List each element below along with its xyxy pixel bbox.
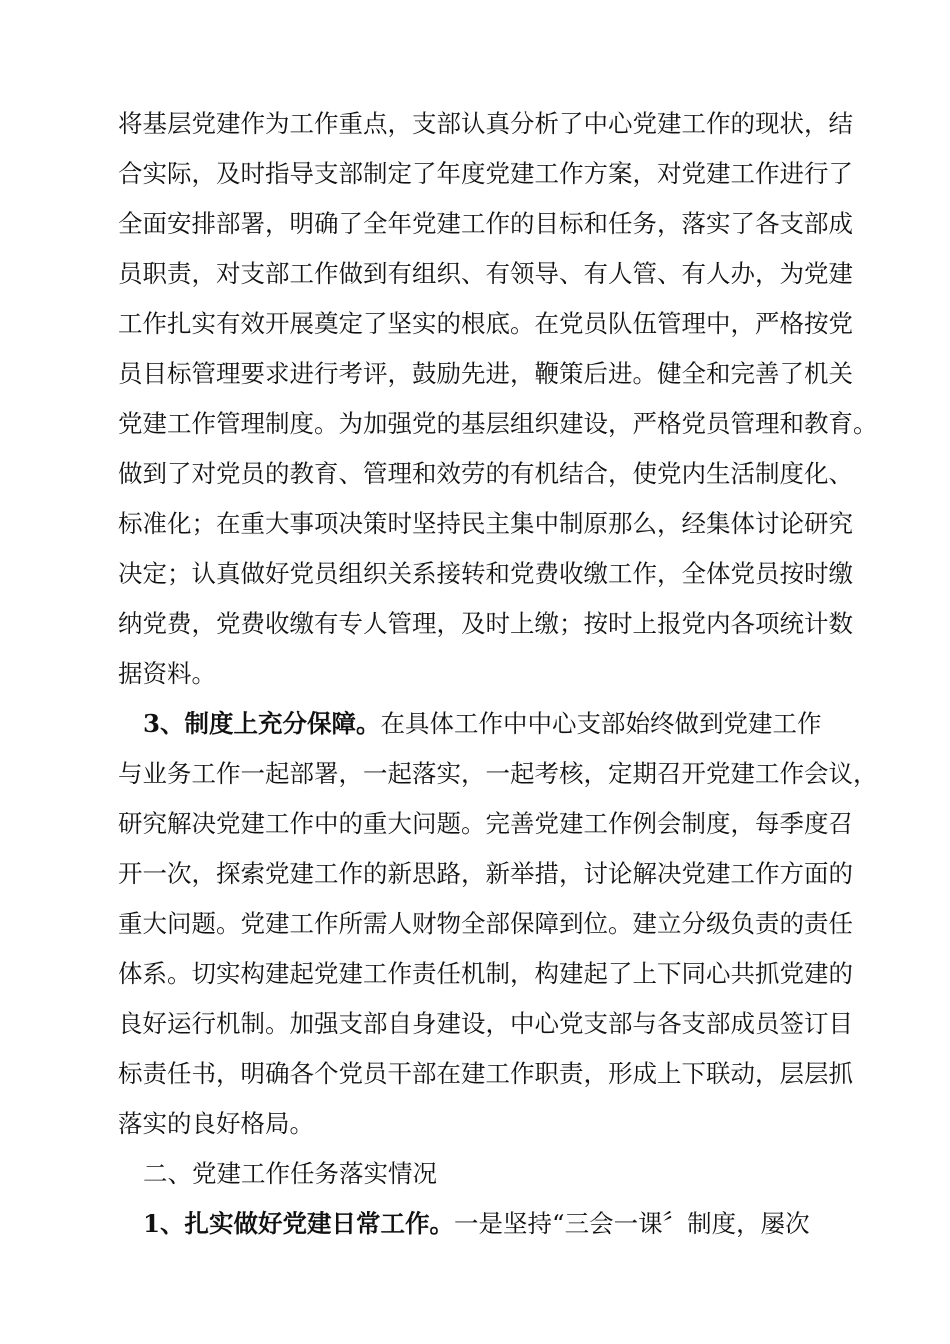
paragraph-text: 在具体工作中中心支部始终做到党建工作 bbox=[380, 709, 822, 738]
paragraph-line: 开一次，探索党建工作的新思路，新举措，讨论解决党建工作方面的 bbox=[118, 859, 853, 888]
paragraph-text: 一是坚持“三会一课〞制度，屡次 bbox=[454, 1209, 810, 1238]
paragraph-line: 将基层党建作为工作重点，支部认真分析了中心党建工作的现状，结 bbox=[118, 109, 853, 138]
paragraph-line: 全面安排部署，明确了全年党建工作的目标和任务，落实了各支部成 bbox=[118, 209, 853, 238]
paragraph-line: 决定；认真做好党员组织关系接转和党费收缴工作，全体党员按时缴 bbox=[118, 559, 853, 588]
paragraph-line: 体系。切实构建起党建工作责任机制，构建起了上下同心共抓党建的 bbox=[118, 959, 853, 988]
paragraph-line: 标准化；在重大事项决策时坚持民主集中制原那么，经集体讨论研究 bbox=[118, 509, 853, 538]
paragraph-line: 落实的良好格局。 bbox=[118, 1109, 314, 1138]
paragraph-first-line bbox=[143, 708, 903, 740]
paragraph-line: 研究解决党建工作中的重大问题。完善党建工作例会制度，每季度召 bbox=[118, 809, 853, 838]
paragraph-line: 合实际，及时指导支部制定了年度党建工作方案，对党建工作进行了 bbox=[118, 159, 853, 188]
paragraph-line: 纳党费，党费收缴有专人管理，及时上缴；按时上报党内各项统计数 bbox=[118, 609, 853, 638]
paragraph-line: 员目标管理要求进行考评，鼓励先进，鞭策后进。健全和完善了机关 bbox=[118, 359, 853, 388]
paragraph-line: 良好运行机制。加强支部自身建设，中心党支部与各支部成员签订目 bbox=[118, 1009, 853, 1038]
paragraph-line: 与业务工作一起部署，一起落实，一起考核，定期召开党建工作会议， bbox=[118, 759, 878, 788]
section-heading: 二、党建工作任务落实情况 bbox=[143, 1159, 437, 1188]
paragraph-line: 工作扎实有效开展奠定了坚实的根底。在党员队伍管理中，严格按党 bbox=[118, 309, 853, 338]
subsection-heading: 1、扎实做好党建日常工作。 bbox=[143, 1209, 455, 1238]
subsection-heading: 3、制度上充分保障。 bbox=[143, 709, 381, 738]
paragraph-line: 标责任书，明确各个党员干部在建工作职责，形成上下联动，层层抓 bbox=[118, 1059, 853, 1088]
paragraph-line: 做到了对党员的教育、管理和效劳的有机结合，使党内生活制度化、 bbox=[118, 459, 853, 488]
paragraph-line: 重大问题。党建工作所需人财物全部保障到位。建立分级负责的责任 bbox=[118, 909, 853, 938]
paragraph-line: 员职责，对支部工作做到有组织、有领导、有人管、有人办，为党建 bbox=[118, 259, 853, 288]
paragraph-line: 据资料。 bbox=[118, 659, 216, 688]
paragraph-line: 党建工作管理制度。为加强党的基层组织建设，严格党员管理和教育。 bbox=[118, 409, 878, 438]
paragraph-first-line bbox=[143, 1208, 903, 1240]
